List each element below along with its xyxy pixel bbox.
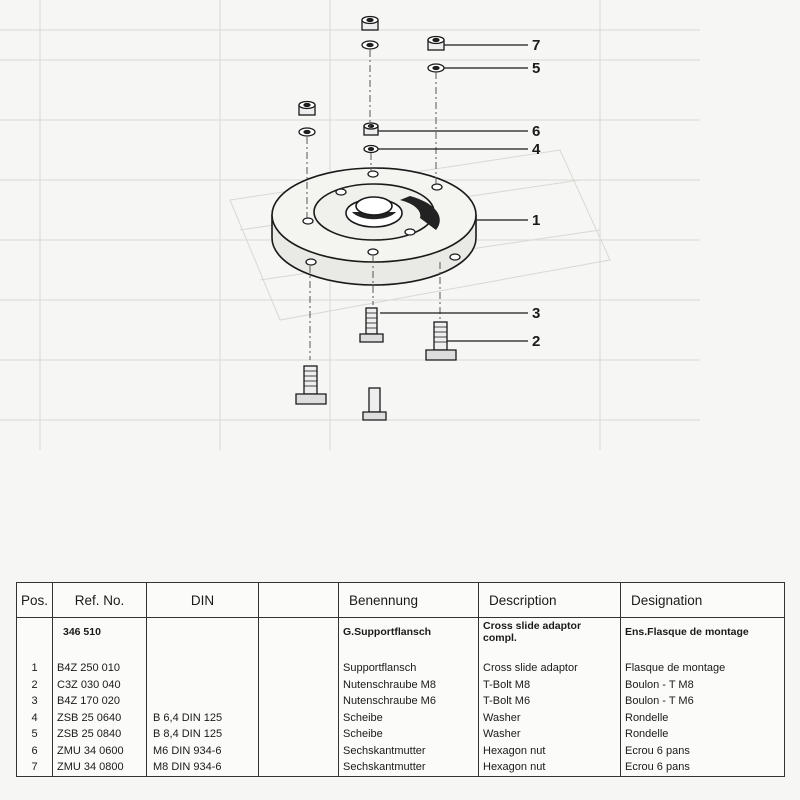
table-row [17,759,785,776]
assembly-ref: 346 510 [53,618,147,647]
header-benennung: Benennung [339,583,479,618]
cell-ref: ZMU 34 0600 [53,743,147,760]
callout-6: 6 [532,123,541,140]
table-row [17,660,785,677]
cell-pos: 6 [17,743,53,760]
flange-part [272,168,476,285]
cell-designation: Ecrou 6 pans [621,759,785,776]
header-pos: Pos. [17,583,53,618]
cell-ref: B4Z 170 020 [53,693,147,710]
cell-benennung: Sechskantmutter [339,743,479,760]
cell-benennung: Scheibe [339,726,479,743]
cell-din: M6 DIN 934-6 [147,743,259,760]
cell-din [147,660,259,677]
cell-designation: Boulon - T M6 [621,693,785,710]
cell-pos: 3 [17,693,53,710]
t-bolts [296,308,456,420]
cell-benennung: Scheibe [339,710,479,727]
cell-pos: 7 [17,759,53,776]
assembly-description: Cross slide adaptor compl. [479,618,621,647]
callout-1: 1 [532,212,541,229]
callout-3: 3 [532,305,541,322]
cell-benennung: Sechskantmutter [339,759,479,776]
cell-description: Hexagon nut [479,743,621,760]
table-row [17,743,785,760]
assembly-benennung: G.Supportflansch [339,618,479,647]
table-row [17,693,785,710]
cell-pos: 1 [17,660,53,677]
cell-benennung: Nutenschraube M6 [339,693,479,710]
cell-pos: 4 [17,710,53,727]
cell-designation: Rondelle [621,710,785,727]
cell-description: T-Bolt M6 [479,693,621,710]
table-row [17,710,785,727]
cell-ref: B4Z 250 010 [53,660,147,677]
cell-description: Hexagon nut [479,759,621,776]
table-row [17,677,785,694]
table-row [17,726,785,743]
header-blank [259,583,339,618]
nuts-and-washers [299,17,444,153]
cell-din [147,693,259,710]
cell-benennung: Supportflansch [339,660,479,677]
header-designation: Designation [621,583,785,618]
cell-ref: C3Z 030 040 [53,677,147,694]
header-ref: Ref. No. [53,583,147,618]
header-din: DIN [147,583,259,618]
table-header-row [17,583,785,618]
callout-4: 4 [532,141,541,158]
cell-designation: Rondelle [621,726,785,743]
cell-designation: Boulon - T M8 [621,677,785,694]
cell-benennung: Nutenschraube M8 [339,677,479,694]
callout-2: 2 [532,333,541,350]
cell-din: B 6,4 DIN 125 [147,710,259,727]
cell-pos: 5 [17,726,53,743]
cell-description: Washer [479,726,621,743]
cell-designation: Flasque de montage [621,660,785,677]
callout-5: 5 [532,60,541,77]
cell-designation: Ecrou 6 pans [621,743,785,760]
cell-ref: ZSB 25 0640 [53,710,147,727]
parts-list-table [16,582,785,777]
cell-din: M8 DIN 934-6 [147,759,259,776]
cell-description: T-Bolt M8 [479,677,621,694]
header-description: Description [479,583,621,618]
cell-ref: ZMU 34 0800 [53,759,147,776]
cell-pos: 2 [17,677,53,694]
assembly-row [17,618,785,647]
cell-description: Cross slide adaptor [479,660,621,677]
cell-description: Washer [479,710,621,727]
cell-din: B 8,4 DIN 125 [147,726,259,743]
cell-din [147,677,259,694]
callout-7: 7 [532,37,541,54]
cell-ref: ZSB 25 0840 [53,726,147,743]
assembly-designation: Ens.Flasque de montage [621,618,785,647]
